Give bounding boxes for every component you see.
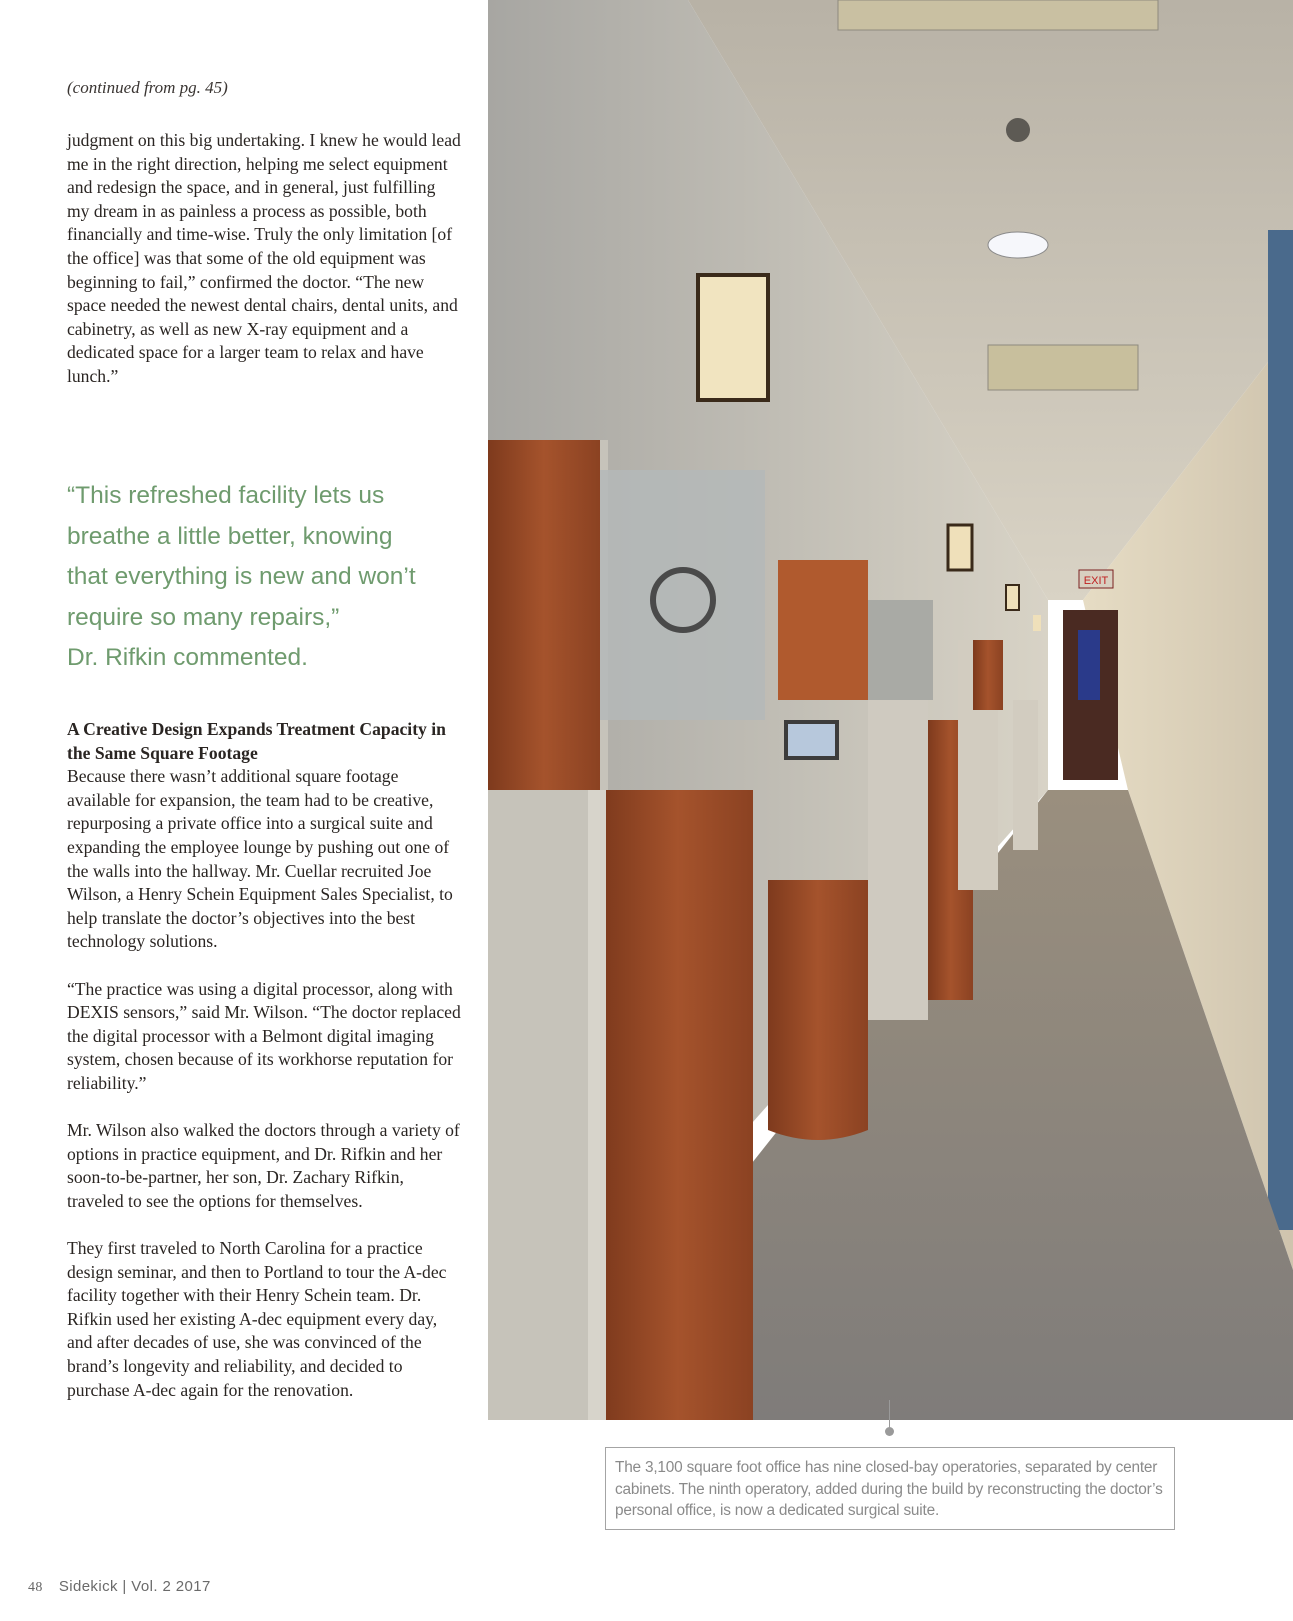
pull-quote-line: “This refreshed facility lets us [67,482,385,509]
article-paragraph-1: judgment on this big undertaking. I knew he would lead me in the right direction, helping me select equipment and redesign the space, and in general, just fulfilling my dream in as painless a process as possible, both financially and time-wise. Truly the only limitation [of the office] was that some of the old equipment was beginning to fail,” confirmed the doctor. “The new space needed the newest dental chairs, dental units, and cabinetry, as well as new X-ray equipment and a dedicated space for a larger team to relax and have lunch.” [67,130,461,386]
ceiling-sprinkler [1006,118,1030,142]
wall-sconce [698,275,768,400]
page-footer [28,1578,211,1596]
continued-note: (continued from pg. 45) [67,78,228,97]
hallway-illustration [488,0,1293,1420]
right-wall-edge [1268,230,1293,1230]
back-cabinet [778,560,868,700]
pillar-trim [588,790,606,1420]
monitor-screen [788,724,835,756]
pull-quote-line: that everything is new and won’t [67,563,416,590]
ceiling-vent [838,0,1158,30]
publication-name: Sidekick | Vol. 2 2017 [58,1578,211,1595]
article-paragraph-5: They first traveled to North Carolina for a practice design seminar, and then to Portland to tour the A-dec facility together with their Henry Schein team. Dr. Rifkin used her existing A-dec equipment every day, and after decades of use, she was convinced of the brand’s longevity and reliability, and decided to purchase A-dec again for the renovation. [67,1238,447,1400]
ceiling-vent [988,345,1138,390]
article-paragraph-4: Mr. Wilson also walked the doctors through a variety of options in practice equipment, and Dr. Rifkin and her soon-to-be-partner, her son, Dr. Zachary Rifkin, traveled to see the options for themselves. [67,1120,460,1211]
article-paragraph-2: Because there wasn’t additional square footage available for expansion, the team had to be creative, repurposing a private office into a surgical suite and expanding the employee lounge by pushing out one of the walls into the hallway. Mr. Cuellar recruited Joe Wilson, a Henry Schein Equipment Sales Specialist, to help translate the doctor’s objectives into the best technology solutions. [67,766,453,952]
door-window [1078,630,1100,700]
caption-pointer-dot [885,1427,894,1436]
wood-cabinet [488,440,600,790]
article-section [67,718,462,1426]
wood-cabinet [973,640,1003,710]
page-number: 48 [28,1580,43,1595]
wood-panel [603,790,753,1420]
hallway-photo [488,0,1293,1420]
ceiling-light [988,232,1048,258]
wall-sconce [1033,615,1041,631]
pull-quote [67,476,467,679]
pull-quote-line: breathe a little better, knowing [67,522,393,550]
pull-quote-line: Dr. Rifkin commented. [67,644,308,671]
section-heading: A Creative Design Expands Treatment Capacity in the Same Square Footage [67,719,446,763]
photo-caption: The 3,100 square foot office has nine closed-bay operatories, separated by center cabinets. The ninth operatory, added during the build by reconstructing the doctor’s personal office, is now a dedicated surgical suite. [605,1447,1175,1530]
wall-sconce [1006,585,1019,610]
article-paragraph-3: “The practice was using a digital processor, along with DEXIS sensors,” said Mr. Wilson. “The doctor replaced the digital processor with a Belmont digital imaging system, chosen because of its workhorse reputation for reliability.” [67,978,461,1093]
pull-quote-line: require so many repairs,” [67,603,340,631]
frosted-glass [600,470,765,720]
wall-sconce [948,525,972,570]
pillar [1013,700,1038,850]
exit-sign-text: EXIT [1083,575,1109,587]
sink-cabinet [768,880,868,1140]
